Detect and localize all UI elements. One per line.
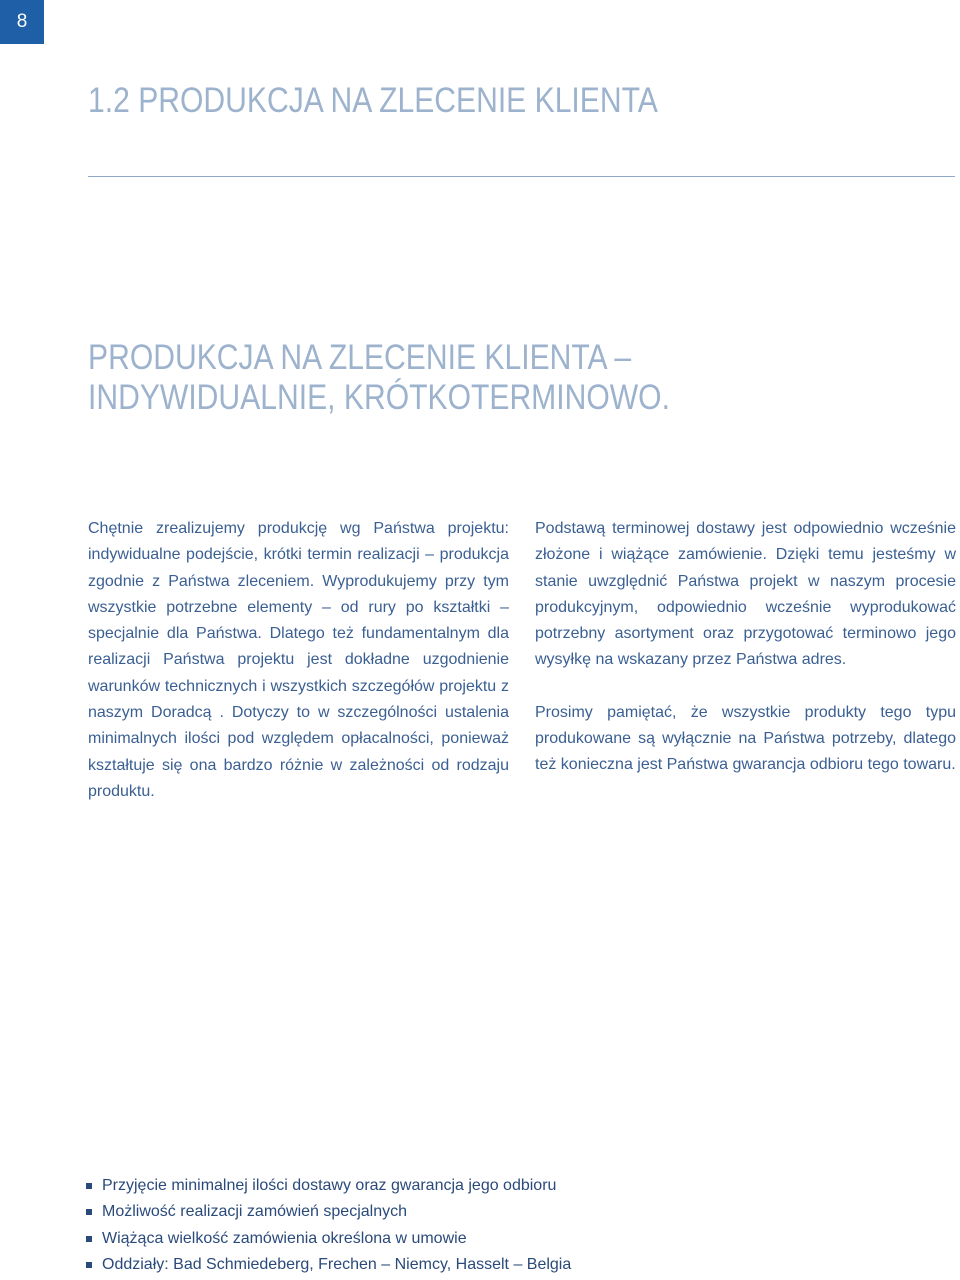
- bullet-list: [86, 1173, 571, 1278]
- heading-line-2: INDYWIDUALNIE, KRÓTKOTERMINOWO.: [88, 378, 670, 417]
- list-item-text: Przyjęcie minimalnej ilości dostawy oraz gwarancja jego odbioru: [102, 1177, 557, 1194]
- list-item-text: Możliwość realizacji zamówień specjalnych: [102, 1203, 407, 1221]
- list-item-text: Oddziały: Bad Schmiedeberg, Frechen – Niemcy, Hasselt – Belgia: [102, 1255, 572, 1273]
- list-item: [86, 1252, 571, 1278]
- heading-line-1: PRODUKCJA NA ZLECENIE KLIENTA –: [88, 338, 632, 377]
- list-item: [86, 1173, 571, 1199]
- list-item-text: Wiążąca wielkość zamówienia określona w umowie: [102, 1229, 467, 1247]
- list-item: [86, 1199, 571, 1225]
- list-item: [86, 1226, 571, 1252]
- page-heading: [88, 338, 828, 418]
- bullet-square-icon: [86, 1262, 92, 1268]
- right-text-column: [535, 516, 956, 805]
- right-paragraph-2: Prosimy pamiętać, że wszystkie produkty tego typu produkowane są wyłącznie na Państwa potrzeby, dlatego też konieczna jest Państwa gwarancja odbioru tego towaru.: [535, 703, 956, 774]
- bullet-square-icon: [86, 1209, 92, 1215]
- section-title: 1.2 PRODUKCJA NA ZLECENIE KLIENTA: [88, 81, 658, 120]
- section-divider: [88, 176, 955, 177]
- right-paragraph-1: Podstawą terminowej dostawy jest odpowiednio wcześnie złożone i wiążące zamówienie. Dzięki temu jesteśmy w stanie uwzględnić Państwa projekt w naszym procesie produkcyjnym, odpowiednio wcześnie wyprodukować potrzebny asortyment oraz przygotować terminowo jego wysyłkę na wskazany przez Państwa adres.: [535, 520, 956, 669]
- bullet-square-icon: [86, 1236, 92, 1242]
- left-paragraph: Chętnie zrealizujemy produkcję wg Państwa projektu: indywidualne podejście, krótki termin realizacji – produkcja zgodnie z Państwa zleceniem. Wyprodukujemy przy tym wszystkie potrzebne elementy – od rury po kształtki – specjalnie dla Państwa. Dlatego też fundamentalnym dla realizacji Państwa projektu jest dokładne uzgodnienie warunków technicznych i wszystkich szczegółów projektu z naszym Doradcą . Dotyczy to w szczególności ustalenia minimalnych ilości pod względem opłacalności, ponieważ kształtuje się ona bardzo różnie w zależności od rodzaju produktu.: [88, 520, 509, 800]
- left-text-column: [88, 516, 509, 831]
- bullet-square-icon: [86, 1183, 92, 1189]
- page-number-badge: 8: [0, 0, 44, 44]
